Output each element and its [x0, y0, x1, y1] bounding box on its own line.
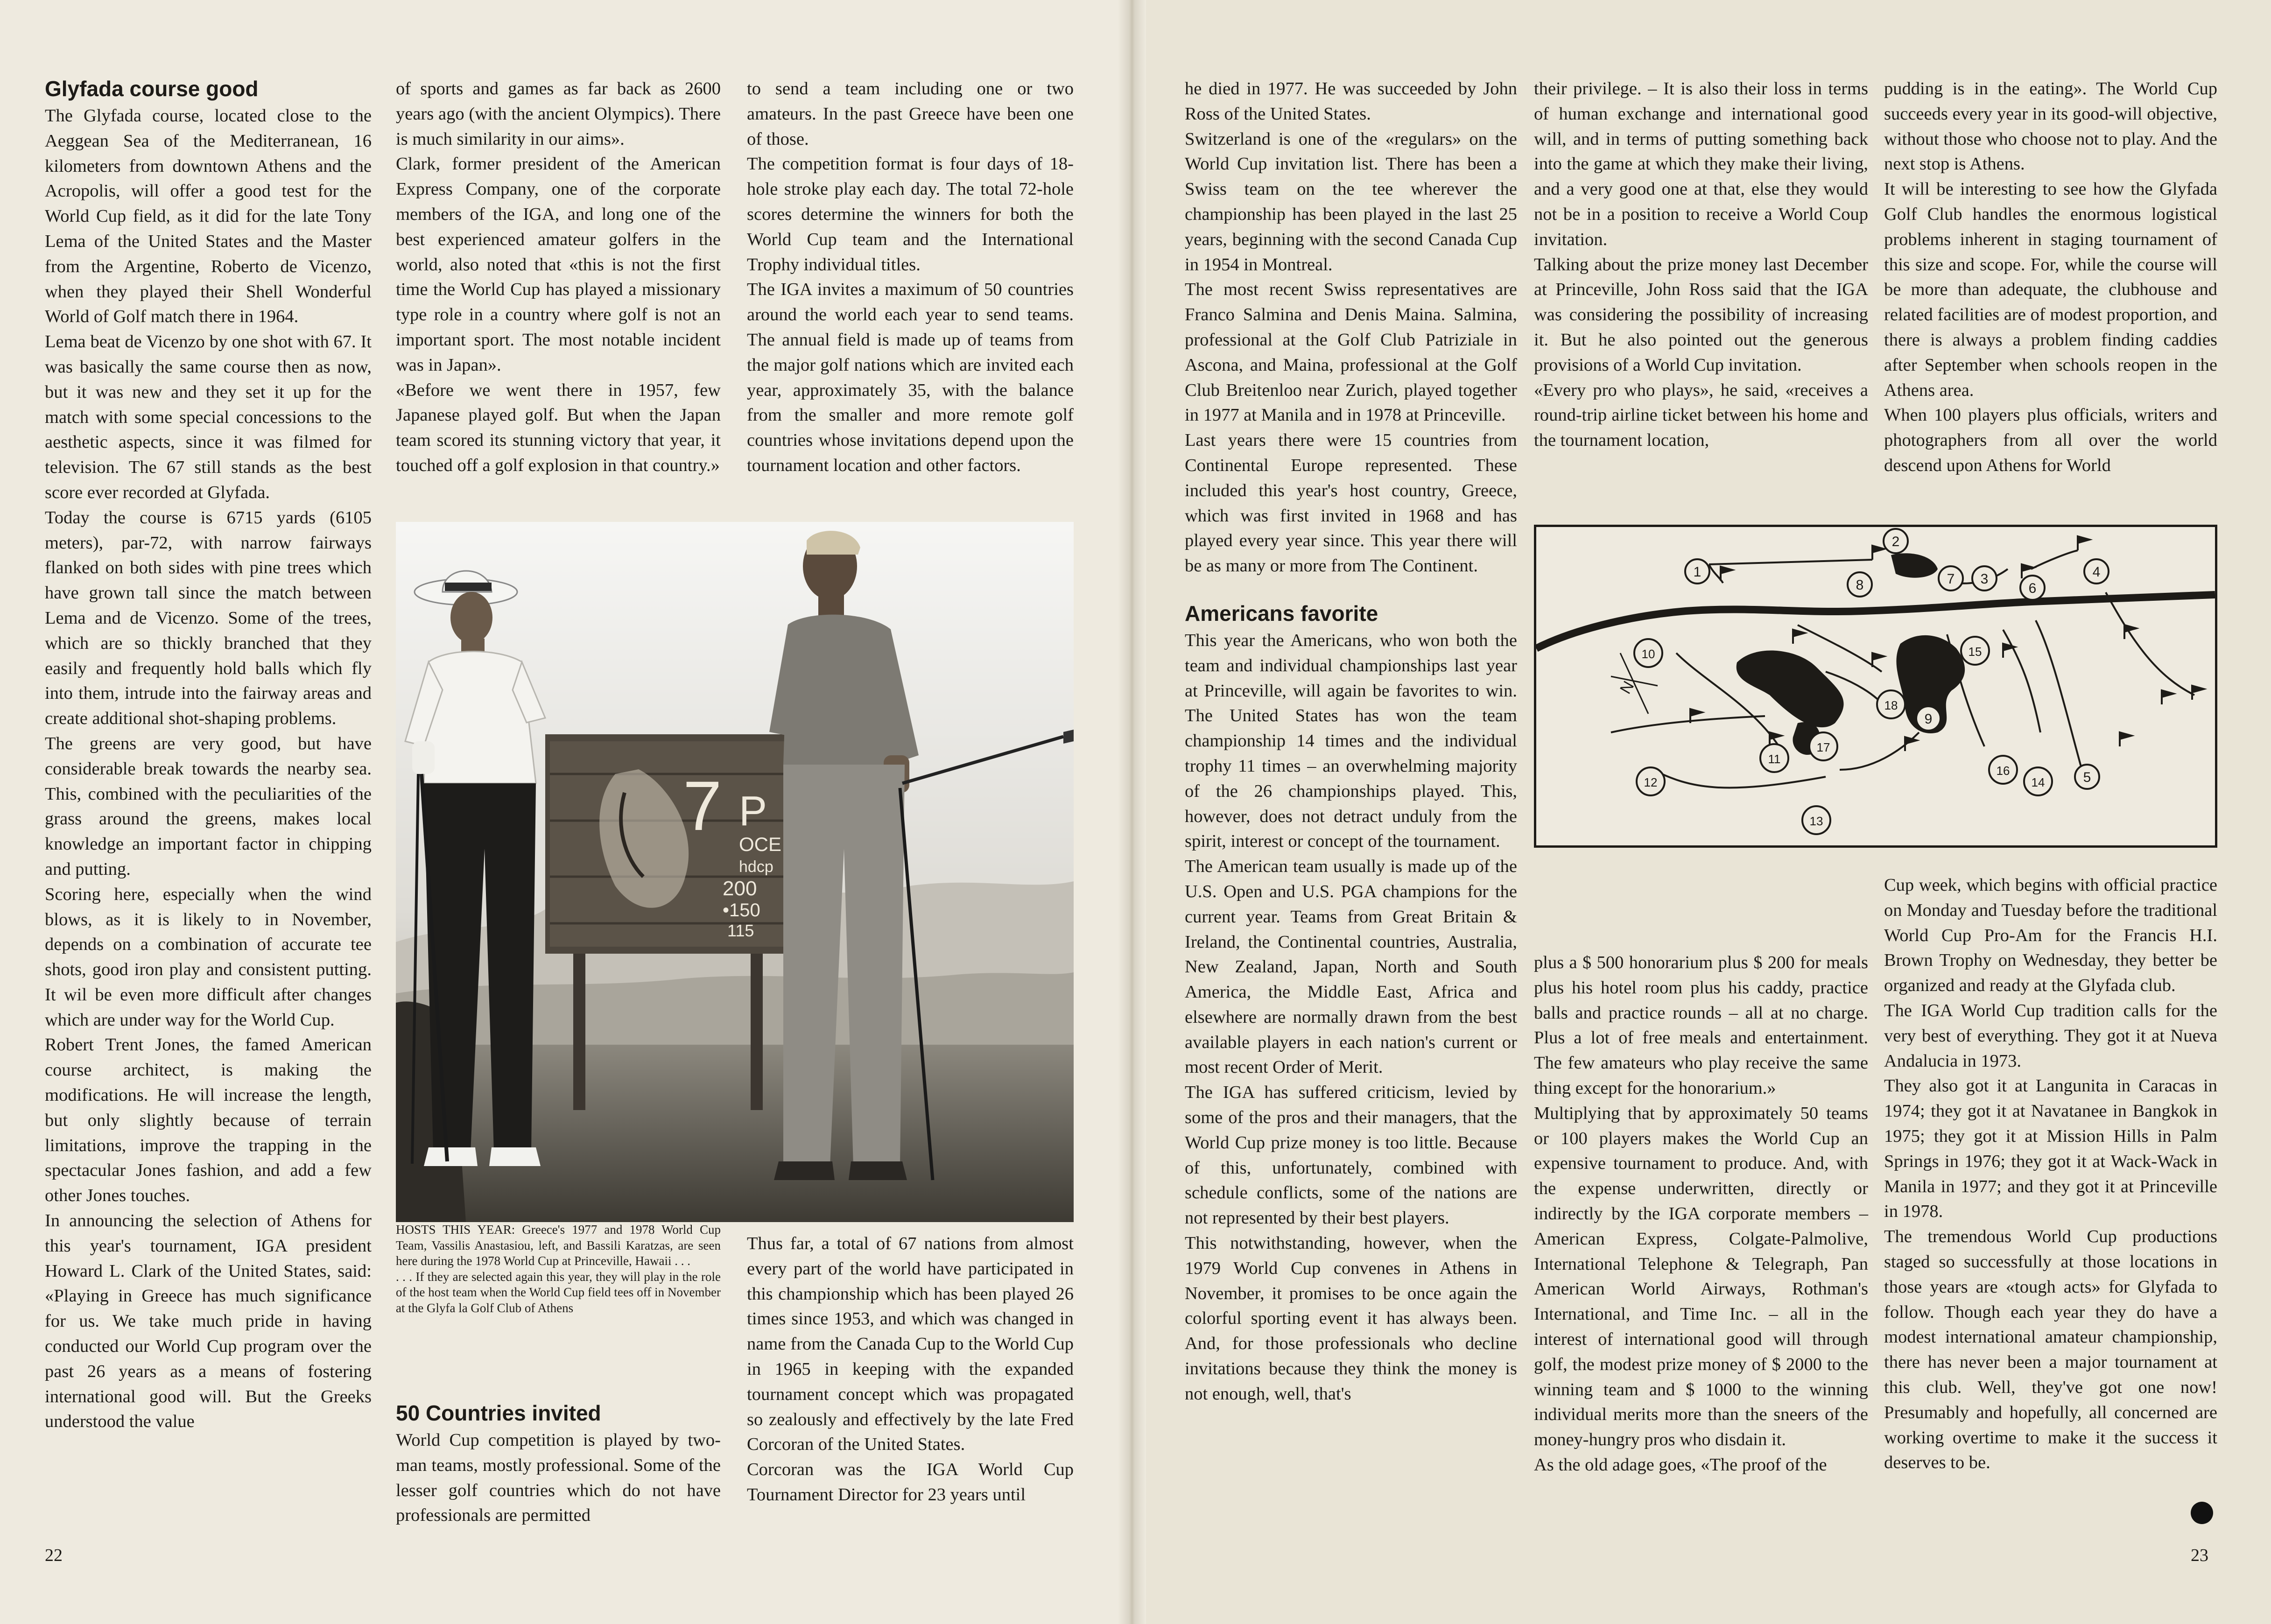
paragraph: Cup week, which begins with official practice on Monday and Tuesday before the traditional World Cup Pro-Am for the Francis H.I. Brown Trophy on Wednesday, they better be organized and ready at the Glyfada club. [1884, 875, 2217, 996]
paragraph: The tremendous World Cup productions staged so successfully at those locations in those years are «tough acts» for Glyfada to follow. Though each year they do have a modest international amateur championship, there has never been a major tournament at this club. Well, they've got one now! Presumably and hopefully, all concerned are working overtime to make it the success it deserves to be. [1884, 1227, 2217, 1473]
paragraph: Corcoran was the IGA World Cup Tournament Director for 23 years until [747, 1460, 1074, 1504]
hole-4-marker [2084, 559, 2109, 584]
left-column-3-bottom [747, 1231, 1074, 1508]
paragraph: their privilege. – It is also their loss in terms of human exchange and international good will, and in terms of putting something back into the game at which they make their living, and a very good one at that, else they would not be in a position to receive a World Coup invitation. [1534, 79, 1868, 249]
page-number-left: 22 [45, 1546, 63, 1565]
svg-text:15: 15 [1968, 645, 1982, 659]
paragraph: They also got it at Langunita in Caracas in 1974; they got it at Navatanee in Bangkok in 1975; they got it at Mission Hills in Palm Springs in 1976; they got it at Wack-Wack in Manila in 1977; and they got it at Princeville in 1978. [1884, 1076, 2217, 1222]
right-column-2-top [1534, 77, 1868, 453]
hole-9-marker [1916, 706, 1941, 731]
svg-text:12: 12 [1644, 775, 1658, 789]
svg-text:2: 2 [1891, 534, 1900, 549]
svg-text:18: 18 [1884, 698, 1898, 712]
sign-yards-150: •150 [723, 900, 760, 921]
heading-americans-favorite: Americans favorite [1185, 601, 1378, 626]
paragraph: Last years there were 15 countries from Continental Europe represented. These included this year's host country, Greece, which was first invited in 1968 and has played every year since. This year there will be as many or more from The Continent. [1185, 430, 1517, 576]
svg-text:17: 17 [1816, 740, 1830, 754]
right-column-1 [1185, 77, 1517, 1407]
paragraph: Robert Trent Jones, the famed American course architect, is making the modifications. He will increase the length, but only slightly because of terrain limitations, improve the trapping in the spectacular Jones fashion, and add a few other Jones touches. [45, 1035, 372, 1206]
left-column-2-top [396, 77, 721, 478]
svg-text:9: 9 [1924, 711, 1933, 727]
paragraph: The IGA has suffered criticism, levied by some of the pros and their managers, that the World Cup prize money is too little. Because of this, unfortunately, combined with schedule conflicts, some of the nations are not represented by their best players. [1185, 1083, 1517, 1228]
left-column-1 [45, 75, 372, 1434]
right-column-2-bottom [1534, 950, 1868, 1478]
end-of-article-bullet [2191, 1502, 2213, 1524]
paragraph: Today the course is 6715 yards (6105 meters), par-72, with narrow fairways flanked on both sides with pine trees which have grown tall since the match between Lema and de Vicenzo. Some of the trees, which are so thickly branched that they easily and frequently hold balls which fly into them, intrude into the fairway areas and create additional shot-shaping problems. [45, 507, 372, 729]
svg-text:5: 5 [2083, 770, 2091, 785]
paragraph: Clark, former president of the American Express Company, one of the corporate members of the IGA, and long one of the best experienced amateur golfers in the world, also noted that «this is not the first time the World Cup has played a missionary type role in a country where golf is not an important sport. The most notable incident was in Japan». [396, 154, 721, 375]
paragraph: Talking about the prize money last December at Princeville, John Ross said that the IGA was considering the possibility of increasing it. But he also pointed out the generous provisions of a World Cup invitation. [1534, 254, 1868, 375]
hole-13-marker [1802, 806, 1830, 834]
paragraph: The competition format is four days of 18-hole stroke play each day. The total 72-hole scores determine the winners for both the World Cup team and the International Trophy individual titles. [747, 154, 1074, 274]
right-column-3-bottom [1884, 873, 2217, 1476]
paragraph: The IGA World Cup tradition calls for the very best of everything. They got it at Nueva Andalucia in 1973. [1884, 1000, 2217, 1071]
paragraph: This year the Americans, who won both the team and individual championships last year at Princeville, will again be favorites to win. The United States has won the team championship 14 times and the individual trophy 11 times – an overwhelming majority of the 26 championships played. This, however, does not detract unduly from the spirit, interest or concept of the tournament. [1185, 630, 1517, 851]
left-page [0, 0, 1132, 1624]
left-column-2-bottom [396, 1399, 721, 1528]
hole-14-marker [2024, 767, 2052, 795]
paragraph: When 100 players plus officials, writers and photographers from all over the world descend upon Athens for World [1884, 405, 2217, 475]
left-column-3-top [747, 77, 1074, 478]
svg-text:4: 4 [2092, 564, 2101, 580]
hole-1-marker [1685, 559, 1709, 584]
svg-text:7: 7 [1947, 571, 1955, 587]
hole-17-marker [1809, 732, 1837, 760]
paragraph: As the old adage goes, «The proof of the [1534, 1455, 1827, 1475]
hole-10-marker [1634, 639, 1662, 667]
hole-18-marker [1877, 690, 1905, 718]
paragraph: Lema beat de Vicenzo by one shot with 67. It was basically the same course then as now, but it was new and they set it up for the match with some special concessions to the aesthetic aspects, since it was filmed for television. The 67 still stands as the best score ever recorded at Glyfada. [45, 332, 372, 502]
svg-text:3: 3 [1980, 571, 1989, 587]
heading-50-countries-invited: 50 Countries invited [396, 1401, 601, 1425]
paragraph: he died in 1977. He was succeeded by John Ross of the United States. [1185, 79, 1517, 124]
svg-text:1: 1 [1693, 564, 1701, 580]
paragraph: plus a $ 500 honorarium plus $ 200 for meals plus his hotel room plus his caddy, practice balls and practice rounds – all at no charge. Plus a lot of free meals and entertainment. The few amateurs who play receive the same thing except for the honorarium.» [1534, 953, 1868, 1098]
hole-7-marker [1939, 566, 1963, 591]
svg-text:11: 11 [1768, 752, 1781, 766]
paragraph: Multiplying that by approximately 50 teams or 100 players makes the World Cup an expensive tournament to produce. And, with the expense underwritten, directly or indirectly by the IGA corporate members – American Express, Colgate-Palmolive, International Telephone & Telegraph, Pan American World Airways, Rothman's International, and Time Inc. – all in the interest of international good will through golf, the modest prize money of $ 2000 to the winning team and $ 1000 to the winning individual merits more than the sneers of the money-hungry pros who disdain it. [1534, 1103, 1868, 1450]
sign-yards-115: 115 [727, 921, 754, 940]
svg-text:8: 8 [1856, 577, 1864, 593]
hole-16-marker [1989, 756, 2017, 784]
paragraph: pudding is in the eating». The World Cup succeeds every year in its good-will objective, without those who choose not to play. And the next stop is Athens. [1884, 79, 2217, 174]
hole-2-marker [1884, 529, 1908, 553]
course-map [1534, 525, 2217, 848]
sign-hole-number: 7 [683, 766, 722, 845]
golfers-photo-image [396, 522, 1074, 1222]
right-page [1132, 0, 2271, 1624]
sign-letter: P [739, 788, 767, 835]
paragraph: Thus far, a total of 67 nations from almost every part of the world have participated in this championship which has been played 26 times since 1953, and which was changed in name from the Canada Cup to the World Cup in 1965 in keeping with the expanded tournament concept which was propagated so zealously and effectively by the late Fred Corcoran of the United States. [747, 1234, 1074, 1455]
svg-text:14: 14 [2031, 775, 2045, 789]
heading-glyfada-course-good: Glyfada course good [45, 77, 259, 101]
hole-5-marker [2075, 765, 2099, 789]
paragraph: Switzerland is one of the «regulars» on the World Cup invitation list. There has been a Swiss team on the tee wherever the championship has been played in the last 25 years, beginning with the second Canada Cup in 1954 in Montreal. [1185, 129, 1517, 274]
svg-text:13: 13 [1809, 814, 1823, 828]
sign-text: OCE [739, 833, 782, 855]
svg-text:16: 16 [1996, 764, 2010, 778]
caption-head: HOSTS THIS YEAR: Greece's 1977 and 1978 World Cup Team, Vassilis Anastasiou, left, and Bassili Karatzas, are seen here during the 1978 World Cup at Princeville, Hawaii . . . [396, 1223, 721, 1268]
paragraph: The American team usually is made up of the U.S. Open and U.S. PGA champions for the current year. Teams from Great Britain & Ireland, the Continental countries, Australia, New Zealand, Japan, North and South America, the Middle East, Africa and elsewhere are normally drawn from the best available players in each nation's current or most recent Order of Merit. [1185, 857, 1517, 1077]
right-column-3-top [1884, 77, 2217, 478]
hole-15-marker [1961, 637, 1989, 665]
north-label: N [1617, 678, 1638, 697]
svg-text:10: 10 [1641, 647, 1655, 661]
caption-body: . . . If they are selected again this year, they will play in the role of the host team when the World Cup field tees off in November at the Glyfa la Golf Club of Athens [396, 1269, 721, 1315]
paragraph: It will be interesting to see how the Glyfada Golf Club handles the enormous logistical problems inherent in staging tournament of this size and scope. For, while the course will be more than adequate, the clubhouse and related facilities are of modest proportion, and there is always a problem finding caddies after September when schools reopen in the Athens area. [1884, 179, 2217, 400]
page-number-right: 23 [2191, 1546, 2208, 1565]
hole-8-marker [1848, 572, 1872, 597]
paragraph: The IGA invites a maximum of 50 countries around the world each year to send teams. The annual field is made up of teams from the major golf nations which are invited each year, approximately 35, with the balance from the smaller and more remote golf countries whose invitations depend upon the tournament location and other factors. [747, 280, 1074, 475]
golfers-photo [396, 522, 1074, 1222]
paragraph: «Before we went there in 1957, few Japanese played golf. But when the Japan team scored its stunning victory that year, it touched off a golf explosion in that country.» [396, 380, 721, 475]
svg-text:6: 6 [2028, 581, 2037, 596]
hole-12-marker [1637, 767, 1665, 795]
paragraph: In announcing the selection of Athens for this year's tournament, IGA president Howard L. Clark of the United States, said: «Playing in Greece has much significance for us. We take much pride in having conducted our World Cup program over the past 26 years as a means of fostering international good will. But the Greeks understood the value [45, 1211, 372, 1432]
sign-sub: hdcp [739, 858, 773, 876]
paragraph: The most recent Swiss representatives are Franco Salmina and Denis Maina. Salmina, professional at the Golf Club Patriziale in Ascona, and Maina, professional at the Golf Club Breitenloo near Zurich, played together in 1977 at Manila and in 1978 at Princeville. [1185, 280, 1517, 425]
hole-6-marker [2020, 576, 2045, 600]
paragraph: World Cup competition is played by two-man teams, mostly professional. Some of the lesser golf countries which do not have professionals are permitted [396, 1430, 721, 1526]
paragraph: to send a team including one or two amateurs. In the past Greece have been one of those. [747, 79, 1074, 149]
paragraph: of sports and games as far back as 2600 years ago (with the ancient Olympics). There is much similarity in our aims». [396, 79, 721, 149]
paragraph: Scoring here, especially when the wind blows, as it is likely to in November, depends on a combination of accurate tee shots, good iron play and consistent putting. It wil be even more difficult after changes which are under way for the World Cup. [45, 884, 372, 1030]
course-map-drawing [1536, 527, 2215, 845]
sign-yards-200: 200 [723, 877, 757, 900]
paragraph: «Every pro who plays», he said, «receives a round-trip airline ticket between his home and the tournament location, [1534, 380, 1868, 450]
hole-11-marker [1760, 744, 1788, 772]
hole-3-marker [1972, 566, 1997, 591]
paragraph: The greens are very good, but have considerable break towards the nearby sea. This, combined with the peculiarities of the grass around the greens, makes local knowledge an important factor in chipping and putting. [45, 733, 372, 879]
photo-caption [396, 1222, 721, 1316]
paragraph: This notwithstanding, however, when the 1979 World Cup convenes in Athens in November, it promises to be once again the colorful sporting event it has always been. And, for those professionals who decline invitations because they think the money is not enough, well, that's [1185, 1233, 1517, 1404]
paragraph: The Glyfada course, located close to the Aeggean Sea of the Mediterranean, 16 kilometers from downtown Athens and the Acropolis, will offer a good test for the World Cup field, as it did for the late Tony Lema of the United States and the Master from the Argentine, Roberto de Vicenzo, when they played their Shell Wonderful World of Golf match there in 1964. [45, 106, 372, 327]
